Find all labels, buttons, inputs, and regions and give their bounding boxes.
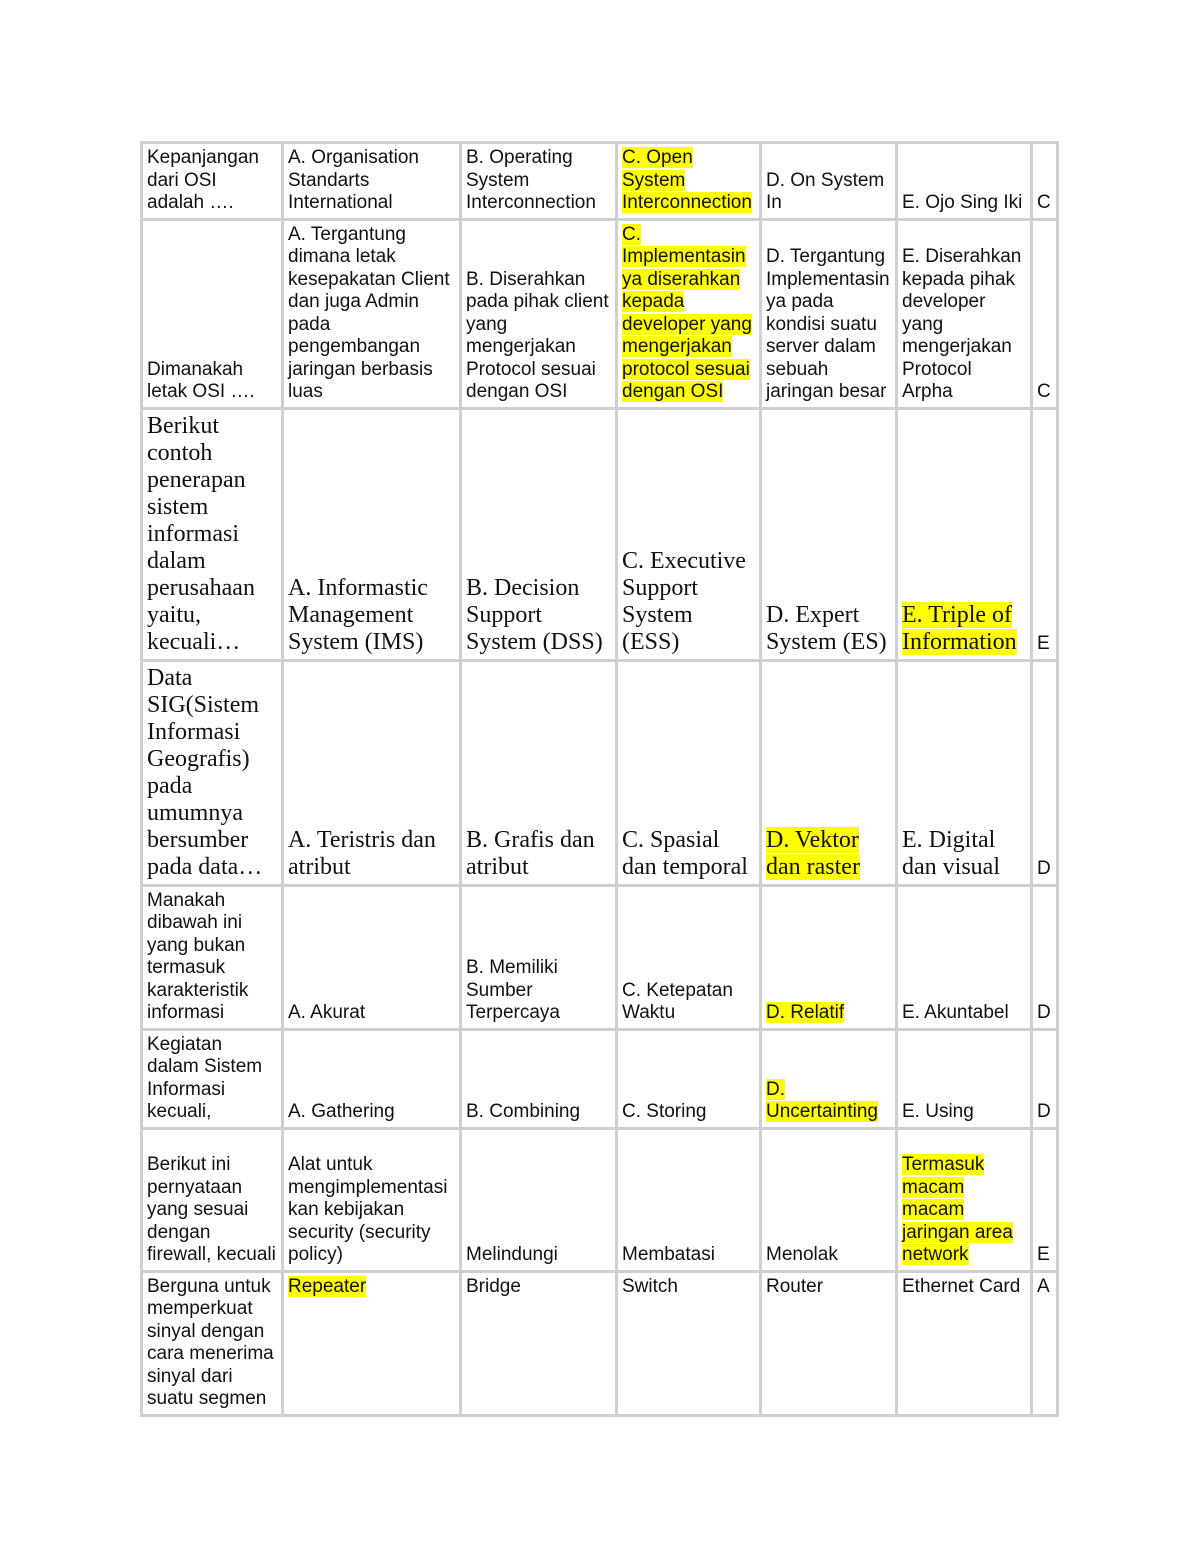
table-row bbox=[142, 660, 1058, 885]
option-e-cell bbox=[897, 1271, 1032, 1415]
option-c-text: C. Spasial dan temporal bbox=[622, 826, 748, 880]
option-a-cell bbox=[283, 1029, 461, 1128]
answer-key: D bbox=[1037, 1002, 1051, 1023]
option-e-text: E. Using bbox=[902, 1101, 974, 1122]
option-a-cell bbox=[283, 143, 461, 220]
option-d-cell bbox=[761, 1271, 897, 1415]
option-a-text: Alat untuk mengimplementasikan kebijakan security (security policy) bbox=[288, 1154, 448, 1265]
option-b-cell bbox=[461, 143, 617, 220]
option-c-cell bbox=[617, 1029, 761, 1128]
option-a-text-highlighted: Repeater bbox=[288, 1275, 367, 1297]
option-b-text: B. Decision Support System (DSS) bbox=[466, 574, 603, 655]
option-d-text: Router bbox=[766, 1275, 824, 1297]
option-b-cell bbox=[461, 408, 617, 660]
answer-key-cell bbox=[1032, 408, 1058, 660]
question-cell bbox=[142, 408, 283, 660]
quiz-table bbox=[140, 141, 1059, 1417]
option-c-text-highlighted: C. Open System Interconnection bbox=[622, 147, 752, 213]
table-row bbox=[142, 219, 1058, 408]
question-text: Berguna untuk memperkuat sinyal dengan cara menerima sinyal dari suatu segmen bbox=[147, 1275, 274, 1409]
option-c-text: Membatasi bbox=[622, 1244, 715, 1265]
answer-key-cell bbox=[1032, 885, 1058, 1029]
option-d-text: D. Expert System (ES) bbox=[766, 601, 887, 655]
option-a-cell bbox=[283, 660, 461, 885]
table-row bbox=[142, 885, 1058, 1029]
option-d-text-highlighted: D. Uncertainting bbox=[766, 1078, 878, 1122]
option-b-cell bbox=[461, 1271, 617, 1415]
option-a-cell bbox=[283, 408, 461, 660]
option-d-cell bbox=[761, 660, 897, 885]
option-a-cell bbox=[283, 219, 461, 408]
option-a-cell bbox=[283, 1128, 461, 1271]
option-e-cell bbox=[897, 219, 1032, 408]
option-b-cell bbox=[461, 219, 617, 408]
option-c-cell bbox=[617, 408, 761, 660]
option-c-text: C. Storing bbox=[622, 1101, 707, 1122]
option-c-cell bbox=[617, 219, 761, 408]
option-c-cell bbox=[617, 1271, 761, 1415]
answer-key-cell bbox=[1032, 1271, 1058, 1415]
option-b-text: B. Grafis dan atribut bbox=[466, 826, 595, 880]
option-a-text: A. Teristris dan atribut bbox=[288, 826, 436, 880]
option-c-cell bbox=[617, 1128, 761, 1271]
option-c-text: C. Ketepatan Waktu bbox=[622, 979, 733, 1023]
option-c-cell bbox=[617, 143, 761, 220]
question-cell bbox=[142, 885, 283, 1029]
option-a-text: A. Tergantung dimana letak kesepakatan Client dan juga Admin pada pengembangan jaringan berbasis luas bbox=[288, 223, 450, 402]
option-d-cell bbox=[761, 1029, 897, 1128]
answer-key: E bbox=[1037, 1244, 1050, 1265]
option-d-cell bbox=[761, 885, 897, 1029]
answer-key: D bbox=[1037, 1101, 1051, 1122]
option-d-text-highlighted: D. Relatif bbox=[766, 1002, 845, 1023]
option-d-cell bbox=[761, 408, 897, 660]
option-e-text: E. Akuntabel bbox=[902, 1002, 1009, 1023]
option-c-text: C. Executive Support System (ESS) bbox=[622, 547, 746, 655]
option-e-cell bbox=[897, 1128, 1032, 1271]
answer-key: D bbox=[1037, 858, 1051, 879]
answer-key: C bbox=[1037, 192, 1051, 213]
question-text: Berikut contoh penerapan sistem informasi dalam perusahaan yaitu, kecuali… bbox=[147, 412, 255, 655]
question-text: Manakah dibawah ini yang bukan termasuk karakteristik informasi bbox=[147, 889, 249, 1023]
answer-key: E bbox=[1037, 633, 1050, 654]
table-row bbox=[142, 408, 1058, 660]
question-text: Data SIG(Sistem Informasi Geografis) pada umumnya bersumber pada data… bbox=[147, 664, 263, 880]
option-e-cell bbox=[897, 885, 1032, 1029]
question-text: Kepanjangan dari OSI adalah …. bbox=[147, 147, 259, 213]
question-cell bbox=[142, 143, 283, 220]
answer-key-cell bbox=[1032, 219, 1058, 408]
option-c-text-highlighted: C. Implementasinya diserahkan kepada developer yang mengerjakan protocol sesuai dengan OSI bbox=[622, 223, 752, 402]
question-text: Kegiatan dalam Sistem Informasi kecuali, bbox=[147, 1033, 263, 1122]
option-e-text: E. Diserahkan kepada pihak developer yang mengerjakan Protocol Arpha bbox=[902, 246, 1022, 402]
table-row bbox=[142, 1029, 1058, 1128]
question-cell bbox=[142, 1271, 283, 1415]
question-cell bbox=[142, 1029, 283, 1128]
table-row bbox=[142, 143, 1058, 220]
table-row bbox=[142, 1128, 1058, 1271]
option-d-cell bbox=[761, 1128, 897, 1271]
option-e-cell bbox=[897, 1029, 1032, 1128]
option-a-text: A. Akurat bbox=[288, 1002, 366, 1023]
question-cell bbox=[142, 1128, 283, 1271]
option-e-cell bbox=[897, 660, 1032, 885]
answer-key: A bbox=[1037, 1275, 1050, 1297]
option-a-text: A. Gathering bbox=[288, 1101, 395, 1122]
answer-key-cell bbox=[1032, 1029, 1058, 1128]
question-cell bbox=[142, 219, 283, 408]
answer-key-cell bbox=[1032, 143, 1058, 220]
question-text: Berikut ini pernyataan yang sesuai dengan firewall, kecuali bbox=[147, 1154, 276, 1265]
option-b-text: B. Diserahkan pada pihak client yang mengerjakan Protocol sesuai dengan OSI bbox=[466, 268, 609, 402]
table-row bbox=[142, 1271, 1058, 1415]
question-text: Dimanakah letak OSI …. bbox=[147, 358, 255, 402]
option-e-text-highlighted: Termasuk macam macam jaringan area network bbox=[902, 1154, 1013, 1265]
option-a-cell bbox=[283, 885, 461, 1029]
option-c-cell bbox=[617, 885, 761, 1029]
option-b-text: B. Combining bbox=[466, 1101, 581, 1122]
option-a-text: A. Informastic Management System (IMS) bbox=[288, 574, 428, 655]
option-e-text: E. Ojo Sing Iki bbox=[902, 192, 1023, 213]
option-e-cell bbox=[897, 408, 1032, 660]
option-b-text: Bridge bbox=[466, 1275, 521, 1297]
option-b-cell bbox=[461, 660, 617, 885]
option-a-cell bbox=[283, 1271, 461, 1415]
option-b-cell bbox=[461, 1128, 617, 1271]
option-b-cell bbox=[461, 1029, 617, 1128]
answer-key: C bbox=[1037, 381, 1051, 402]
option-e-text: Ethernet Card bbox=[902, 1275, 1021, 1297]
option-d-cell bbox=[761, 219, 897, 408]
option-b-cell bbox=[461, 885, 617, 1029]
option-b-text: Melindungi bbox=[466, 1244, 558, 1265]
option-d-text: D. On System In bbox=[766, 169, 885, 213]
option-d-text: D. Tergantung Implementasinya pada kondisi suatu server dalam sebuah jaringan besar bbox=[766, 246, 890, 402]
option-b-text: B. Memiliki Sumber Terpercaya bbox=[466, 957, 560, 1023]
option-a-text: A. Organisation Standarts International bbox=[288, 147, 419, 213]
option-e-text-highlighted: E. Triple of Information bbox=[902, 601, 1017, 655]
option-c-text: Switch bbox=[622, 1275, 678, 1297]
answer-key-cell bbox=[1032, 1128, 1058, 1271]
option-d-text-highlighted: D. Vektor dan raster bbox=[766, 826, 860, 880]
option-c-cell bbox=[617, 660, 761, 885]
option-e-cell bbox=[897, 143, 1032, 220]
option-b-text: B. Operating System Interconnection bbox=[466, 147, 596, 213]
option-d-cell bbox=[761, 143, 897, 220]
question-cell bbox=[142, 660, 283, 885]
answer-key-cell bbox=[1032, 660, 1058, 885]
option-e-text: E. Digital dan visual bbox=[902, 826, 1000, 880]
option-d-text: Menolak bbox=[766, 1244, 838, 1265]
